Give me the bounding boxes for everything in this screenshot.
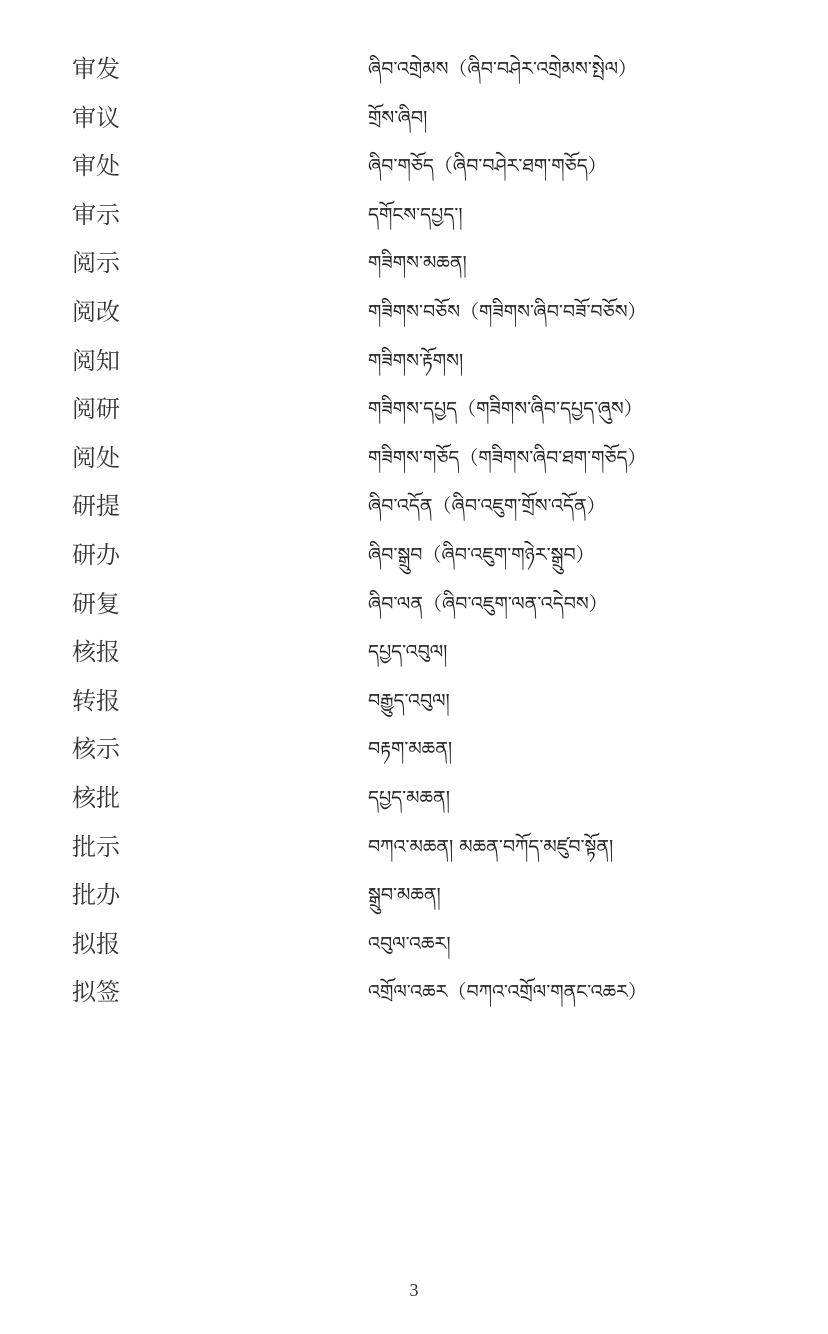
- chinese-term: 阅示: [72, 249, 120, 278]
- chinese-term: 研复: [72, 589, 120, 618]
- chinese-term: 阅知: [72, 346, 120, 375]
- page-number: 3: [409, 1280, 419, 1300]
- chinese-term: 阅处: [72, 443, 120, 472]
- chinese-term: 研办: [72, 540, 120, 569]
- glossary-entry: [0, 239, 828, 288]
- chinese-term: 拟报: [72, 929, 120, 958]
- glossary-entry: [0, 142, 828, 191]
- glossary-entry: [0, 385, 828, 434]
- tibetan-term: འགྲོལ་འཆར（བཀའ་འགྲོལ་གནང་འཆར）: [368, 981, 647, 1004]
- tibetan-term: ཞིབ་གཅོད（ཞིབ་བཤེར་ཐག་གཅོད）: [368, 155, 607, 178]
- glossary-entry: [0, 531, 828, 580]
- tibetan-term: སྒྲུབ་མཆན།: [368, 884, 441, 907]
- glossary-entry: [0, 968, 828, 1017]
- tibetan-term: གཟིགས་གཅོད（གཟིགས་ཞིབ་ཐག་གཅོད）: [368, 446, 647, 469]
- glossary-list: [0, 45, 828, 1017]
- chinese-term: 核报: [72, 638, 120, 667]
- glossary-entry: [0, 45, 828, 94]
- glossary-entry: [0, 871, 828, 920]
- glossary-entry: [0, 337, 828, 386]
- tibetan-term: འབུལ་འཆར།: [368, 932, 451, 955]
- chinese-term: 阅改: [72, 297, 120, 326]
- glossary-entry: [0, 191, 828, 240]
- chinese-term: 批示: [72, 832, 120, 861]
- tibetan-term: གཟིགས་རྟོགས།: [368, 349, 464, 372]
- chinese-term: 拟签: [72, 978, 120, 1007]
- chinese-term: 阅研: [72, 395, 120, 424]
- chinese-term: 审处: [72, 152, 120, 181]
- tibetan-term: ཞིབ་སྒྲུབ（ཞིབ་འཇུག་གཉེར་སྒྲུབ）: [368, 543, 595, 566]
- chinese-term: 核批: [72, 783, 120, 812]
- chinese-term: 转报: [72, 686, 120, 715]
- chinese-term: 批办: [72, 881, 120, 910]
- glossary-entry: [0, 434, 828, 483]
- tibetan-term: གཟིགས་མཆན།: [368, 252, 467, 275]
- tibetan-term: ཞིབ་འགྲེམས（ཞིབ་བཤེར་འགྲེམས་སྤེལ）: [368, 58, 638, 80]
- glossary-entry: [0, 482, 828, 531]
- chinese-term: 核示: [72, 735, 120, 764]
- chinese-term: 审示: [72, 200, 120, 229]
- tibetan-term: བརྟག་མཆན།: [368, 738, 453, 761]
- chinese-term: 审发: [72, 55, 120, 83]
- tibetan-term: གྲོས་ཞིབ།: [368, 106, 428, 129]
- tibetan-term: ཞིབ་འདོན（ཞིབ་འཇུག་གྲོས་འདོན）: [368, 495, 606, 518]
- glossary-entry: [0, 94, 828, 143]
- glossary-entry: [0, 288, 828, 337]
- tibetan-term: དཔྱད་མཆན།: [368, 786, 450, 809]
- glossary-entry: [0, 920, 828, 969]
- glossary-entry: [0, 580, 828, 629]
- chinese-term: 研提: [72, 492, 120, 521]
- glossary-entry: [0, 725, 828, 774]
- glossary-entry: [0, 823, 828, 872]
- chinese-term: 审议: [72, 103, 120, 132]
- tibetan-term: དགོངས་དཔྱད་།: [368, 203, 463, 226]
- glossary-entry: [0, 774, 828, 823]
- tibetan-term: དཔྱད་འབུལ།: [368, 641, 448, 664]
- tibetan-term: བཀའ་མཆན། མཆན་བཀོད་མཛུབ་སྟོན།: [368, 835, 614, 858]
- glossary-entry: [0, 628, 828, 677]
- tibetan-term: ཞིབ་ལན（ཞིབ་འཇུག་ལན་འདེབས）: [368, 592, 608, 615]
- tibetan-term: གཟིགས་དཔྱད（གཟིགས་ཞིབ་དཔྱད་ཞུས）: [368, 398, 643, 421]
- tibetan-term: གཟིགས་བཅོས（གཟིགས་ཞིབ་བཟོ་བཅོས）: [368, 300, 647, 323]
- glossary-entry: [0, 677, 828, 726]
- tibetan-term: བརྒྱུད་འབུལ།: [368, 689, 450, 712]
